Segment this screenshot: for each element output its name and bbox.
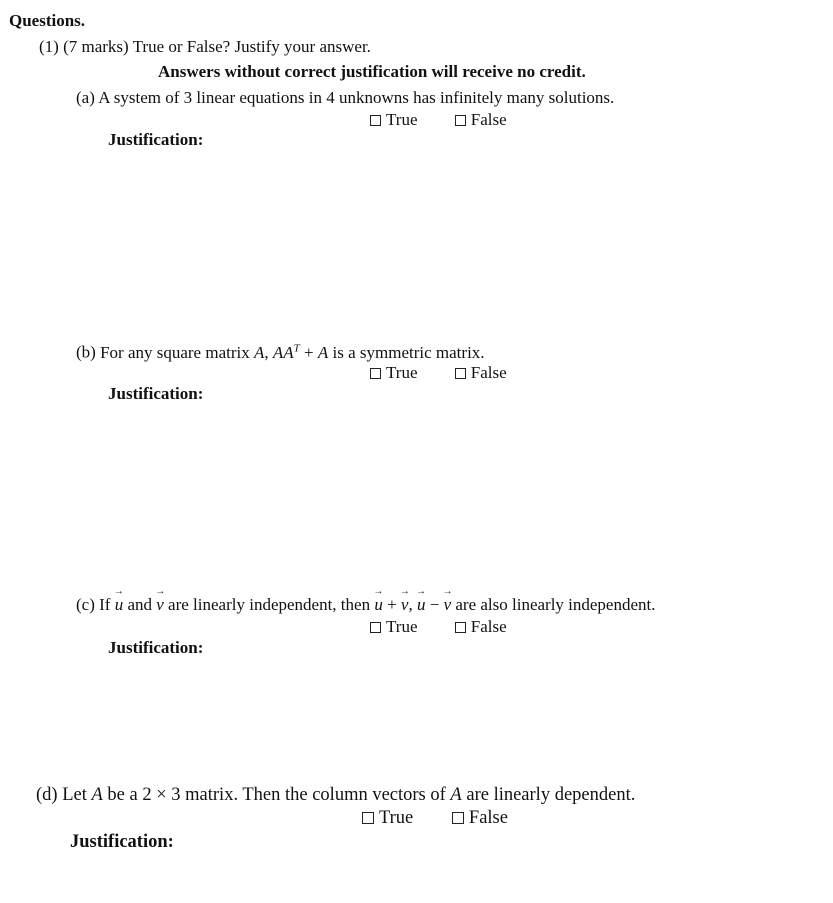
part-b-true-option[interactable] [370, 364, 418, 381]
part-a-justification-label: Justification: [108, 130, 204, 149]
question-intro [39, 38, 371, 55]
part-d-statement [36, 786, 635, 805]
part-c-true-option[interactable] [370, 618, 418, 635]
part-a-true-checkbox[interactable] [370, 115, 381, 126]
part-b-true-checkbox[interactable] [370, 368, 381, 379]
part-c-label: (c) [76, 595, 95, 614]
part-a-false-label: False [470, 110, 507, 129]
part-b-label: (b) [76, 342, 96, 362]
part-b-false-checkbox[interactable] [455, 368, 466, 379]
part-a-false-option[interactable] [455, 111, 507, 128]
part-b-text: For any square matrix A, $AA^T + A$ is a symmetric matrix. [100, 342, 485, 362]
part-b-false-option[interactable] [455, 364, 507, 381]
part-a-true-label: True [386, 110, 418, 129]
part-d-false-label: False [468, 808, 508, 828]
part-b-choices [370, 364, 507, 381]
part-d-answer-area[interactable] [70, 862, 770, 898]
page-heading: Questions. [9, 11, 86, 30]
part-c-choices [370, 618, 507, 635]
part-d-true-option[interactable] [362, 809, 413, 828]
part-c-justification-label: Justification: [108, 638, 204, 657]
part-c-false-option[interactable] [455, 618, 507, 635]
part-b-answer-area[interactable] [108, 412, 768, 582]
part-a-label: (a) [76, 88, 95, 107]
part-a-statement [76, 89, 614, 106]
part-d-justification-label: Justification: [70, 832, 174, 852]
part-b-true-label: True [386, 363, 418, 382]
part-a-choices [370, 111, 507, 128]
part-a-true-option[interactable] [370, 111, 418, 128]
part-d-false-checkbox[interactable] [452, 812, 464, 824]
part-c-false-checkbox[interactable] [455, 622, 466, 633]
question-instructions: (7 marks) True or False? Justify your answer. [63, 37, 371, 56]
part-d-choices [362, 809, 508, 828]
part-d-true-checkbox[interactable] [362, 812, 374, 824]
part-d-text: Let A be a 2 × 3 matrix. Then the column vectors of A are linearly dependent. [62, 785, 636, 805]
part-c-true-checkbox[interactable] [370, 622, 381, 633]
question-number: (1) [39, 37, 59, 56]
part-d-true-label: True [379, 808, 414, 828]
part-b-false-label: False [470, 363, 507, 382]
justification-warning: Answers without correct justification will receive no credit. [158, 62, 586, 81]
part-c-statement [76, 596, 656, 613]
part-b-justification-label: Justification: [108, 384, 204, 403]
part-d-false-option[interactable] [452, 809, 508, 828]
part-d-label: (d) [36, 785, 58, 805]
part-a-false-checkbox[interactable] [455, 115, 466, 126]
part-c-text: If → u and → v are linearly independent, then → u + → v, → u − → v are also linearly independent. [99, 595, 655, 614]
part-c-true-label: True [386, 617, 418, 636]
part-c-answer-area[interactable] [108, 665, 768, 775]
part-a-text: A system of 3 linear equations in 4 unknowns has infinitely many solutions. [98, 88, 615, 107]
part-a-answer-area[interactable] [108, 158, 768, 328]
part-c-false-label: False [470, 617, 507, 636]
part-b-statement [76, 343, 485, 361]
